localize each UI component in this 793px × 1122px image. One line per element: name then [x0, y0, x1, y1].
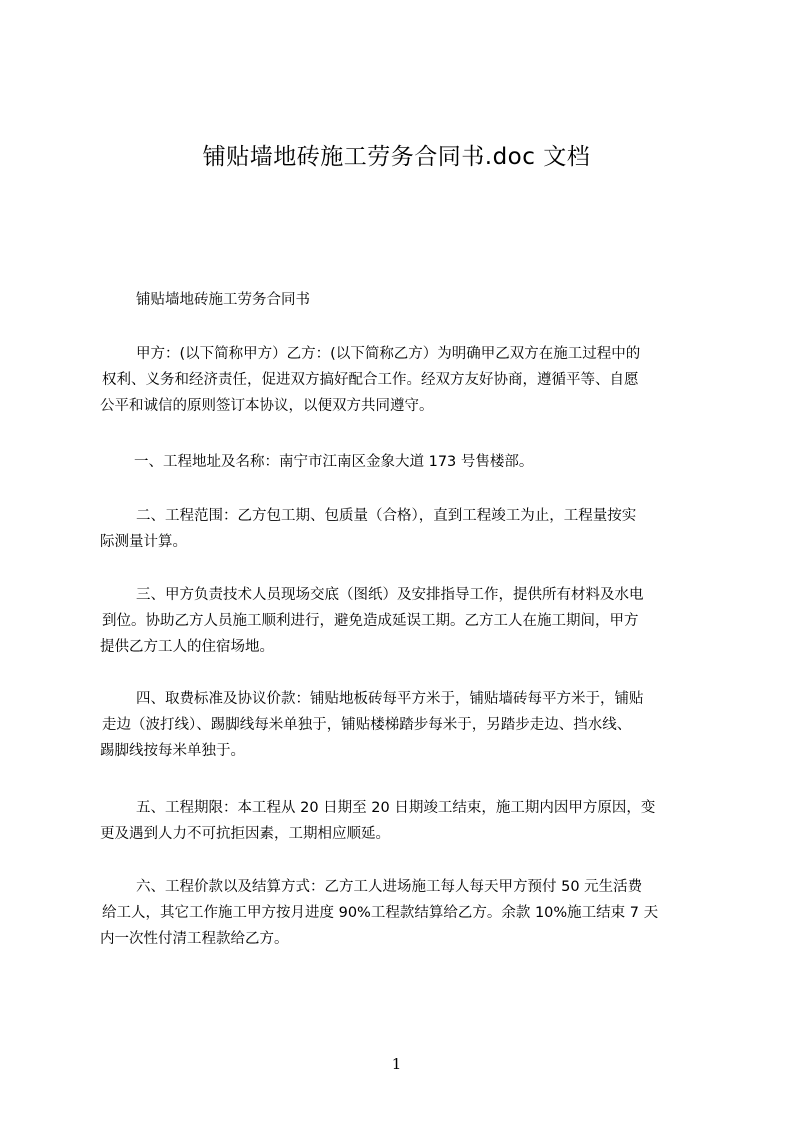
clause-4-paragraph: [100, 686, 700, 764]
paragraph-line: 甲方：(以下简称甲方）乙方：(以下简称乙方）为明确甲乙双方在施工过程中的: [136, 346, 641, 362]
clause-3-paragraph: [100, 582, 700, 660]
paragraph-line: 提供乙方工人的住宿场地。: [100, 639, 274, 655]
paragraph-line: 给工人，其它工作施工甲方按月进度 90%工程款结算给乙方。余款 10%施工结束 7 天: [102, 905, 659, 921]
paragraph-line: 四、取费标准及协议价款：铺贴地板砖每平方米于，铺贴墙砖每平方米于，铺贴: [136, 691, 644, 707]
paragraph-line: 到位。协助乙方人员施工顺利进行，避免造成延误工期。乙方工人在施工期间，甲方: [102, 613, 639, 629]
document-title: 铺贴墙地砖施工劳务合同书.doc 文档: [202, 144, 591, 170]
paragraph-line: 六、工程价款以及结算方式：乙方工人进场施工每人每天甲方预付 50 元生活费: [136, 879, 643, 895]
paragraph-line: 走边（波打线）、踢脚线每米单独于，铺贴楼梯踏步每米于，另踏步走边、挡水线、: [102, 717, 632, 733]
paragraph-line: 内一次性付清工程款给乙方。: [100, 931, 289, 947]
paragraph-line: 二、工程范围：乙方包工期、包质量（合格），直到工程竣工为止，工程量按实: [136, 508, 637, 524]
clause-2-paragraph: [100, 503, 700, 555]
paragraph-line: 更及遇到人力不可抗拒因素，工期相应顺延。: [100, 826, 390, 842]
paragraph-line: 一、工程地址及名称：南宁市江南区金象大道 173 号售楼部。: [134, 454, 534, 470]
paragraph-line: 五、工程期限：本工程从 20 日期至 20 日期竣工结束，施工期内因甲方原因，变: [136, 800, 656, 816]
paragraph-line: 际测量计算。: [100, 534, 187, 550]
page-number: 1: [391, 1055, 402, 1073]
paragraph-line: 三、甲方负责技术人员现场交底（图纸）及安排指导工作，提供所有材料及水电: [136, 587, 644, 603]
paragraph-line: 踢脚线按每米单独于。: [100, 743, 245, 759]
preamble-paragraph: [100, 341, 700, 419]
contract-heading: 铺贴墙地砖施工劳务合同书: [136, 292, 310, 308]
clause-6-paragraph: [100, 874, 700, 952]
clause-1-paragraph: [100, 449, 700, 475]
paragraph-line: 权利、义务和经济责任，促进双方搞好配合工作。经双方友好协商，遵循平等、自愿: [102, 372, 639, 388]
clause-5-paragraph: [100, 795, 700, 847]
paragraph-line: 公平和诚信的原则签订本协议，以便双方共同遵守。: [100, 398, 434, 414]
